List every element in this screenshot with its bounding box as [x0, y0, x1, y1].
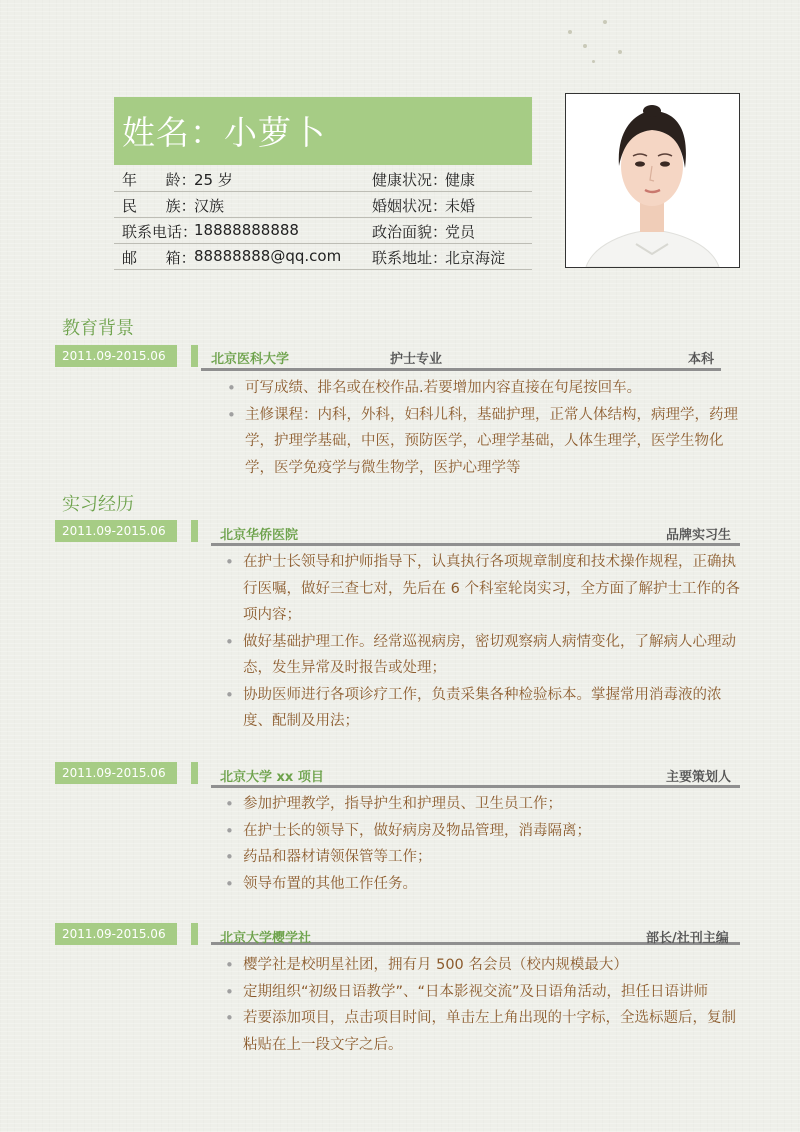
- internship-role-3: 部长/社刊主编: [646, 931, 729, 946]
- info-row-ethnicity-marital: [114, 192, 532, 218]
- decorative-specks: [548, 10, 638, 70]
- entry-marker: [191, 923, 198, 945]
- education-major: 护士专业: [390, 352, 443, 367]
- list-item: • 定期组织“初级日语教学”、“日本影视交流”及日语角活动，担任日语讲师: [216, 979, 748, 1006]
- internship-org-2: 北京大学 xx 项目: [220, 770, 324, 785]
- info-label: 邮 箱：: [122, 249, 196, 267]
- internship-org-1: 北京华侨医院: [220, 528, 299, 543]
- info-value: 25 岁: [194, 171, 233, 189]
- list-item: • 参加护理教学，指导护生和护理员、卫生员工作；: [216, 791, 748, 818]
- info-label: 健康状况：: [372, 171, 448, 189]
- info-label: 联系地址：: [372, 249, 448, 267]
- education-degree: 本科: [688, 352, 715, 367]
- internship-org-3: 北京大学樱学社: [220, 931, 312, 946]
- info-value: 汉族: [194, 197, 225, 215]
- list-item: • 主修课程：内科，外科，妇科儿科，基础护理，正常人体结构，病理学，药理学，护理学基础，中医，预防医学，心理学基础，人体生理学，医学生物化学，医学免疫学与微生物学，医护心理学等: [218, 402, 748, 482]
- entry-marker: [191, 345, 198, 367]
- info-label: 年 龄：: [122, 171, 196, 189]
- list-item: • 药品和器材请领保管等工作；: [216, 844, 748, 871]
- section-title-education: 教育背景: [62, 318, 134, 339]
- internship-date-1: 2011.09-2015.06: [55, 520, 177, 542]
- list-item: • 在护士长的领导下，做好病房及物品管理，消毒隔离；: [216, 818, 748, 845]
- info-value: 未婚: [445, 197, 476, 215]
- info-row-phone-political: [114, 218, 532, 244]
- internship-bullets-2: [216, 791, 748, 897]
- section-title-internship: 实习经历: [62, 494, 134, 515]
- info-label: 婚姻状况：: [372, 197, 448, 215]
- education-school: 北京医科大学: [211, 352, 290, 367]
- info-value: 健康: [445, 171, 476, 189]
- entry-divider: [211, 543, 740, 546]
- list-item: • 做好基础护理工作。经常巡视病房，密切观察病人病情变化，了解病人心理动态，发生异常及时报告或处理；: [216, 629, 748, 682]
- list-item: • 在护士长领导和护师指导下，认真执行各项规章制度和技术操作规程，正确执行医嘱，做好三查七对，先后在 6 个科室轮岗实习，全方面了解护士工作的各项内容；: [216, 549, 748, 629]
- internship-bullets-3: [216, 952, 748, 1058]
- entry-marker: [191, 520, 198, 542]
- entry-divider: [211, 785, 740, 788]
- info-row-age-health: [114, 166, 532, 192]
- full-name: 姓名：小萝卜: [122, 113, 326, 152]
- education-date: 2011.09-2015.06: [55, 345, 177, 367]
- internship-date-2: 2011.09-2015.06: [55, 762, 177, 784]
- name-banner: [114, 97, 532, 165]
- info-value: 北京海淀: [445, 249, 506, 267]
- internship-date-3: 2011.09-2015.06: [55, 923, 177, 945]
- info-label: 联系电话：: [122, 223, 198, 241]
- info-value: 88888888@qq.com: [194, 247, 342, 265]
- info-value: 18888888888: [194, 221, 299, 239]
- list-item: • 领导布置的其他工作任务。: [216, 871, 748, 898]
- portrait-illustration: [566, 94, 739, 267]
- info-row-email-address: [114, 244, 532, 270]
- list-item: • 樱学社是校明星社团，拥有月 500 名会员（校内规模最大）: [216, 952, 748, 979]
- internship-bullets-1: [216, 549, 748, 735]
- entry-marker: [191, 762, 198, 784]
- profile-photo: [565, 93, 740, 268]
- info-label: 民 族：: [122, 197, 196, 215]
- info-value: 党员: [445, 223, 476, 241]
- list-item: • 若要添加项目，点击项目时间，单击左上角出现的十字标，全选标题后，复制粘贴在上一段文字之后。: [216, 1005, 748, 1058]
- info-label: 政治面貌：: [372, 223, 448, 241]
- internship-role-1: 品牌实习生: [666, 528, 732, 543]
- list-item: • 协助医师进行各项诊疗工作，负责采集各种检验标本。掌握常用消毒液的浓度、配制及用法；: [216, 682, 748, 735]
- education-bullets: [218, 375, 748, 481]
- list-item: • 可写成绩、排名或在校作品.若要增加内容直接在句尾按回车。: [218, 375, 748, 402]
- internship-role-2: 主要策划人: [666, 770, 732, 785]
- entry-divider: [201, 368, 721, 371]
